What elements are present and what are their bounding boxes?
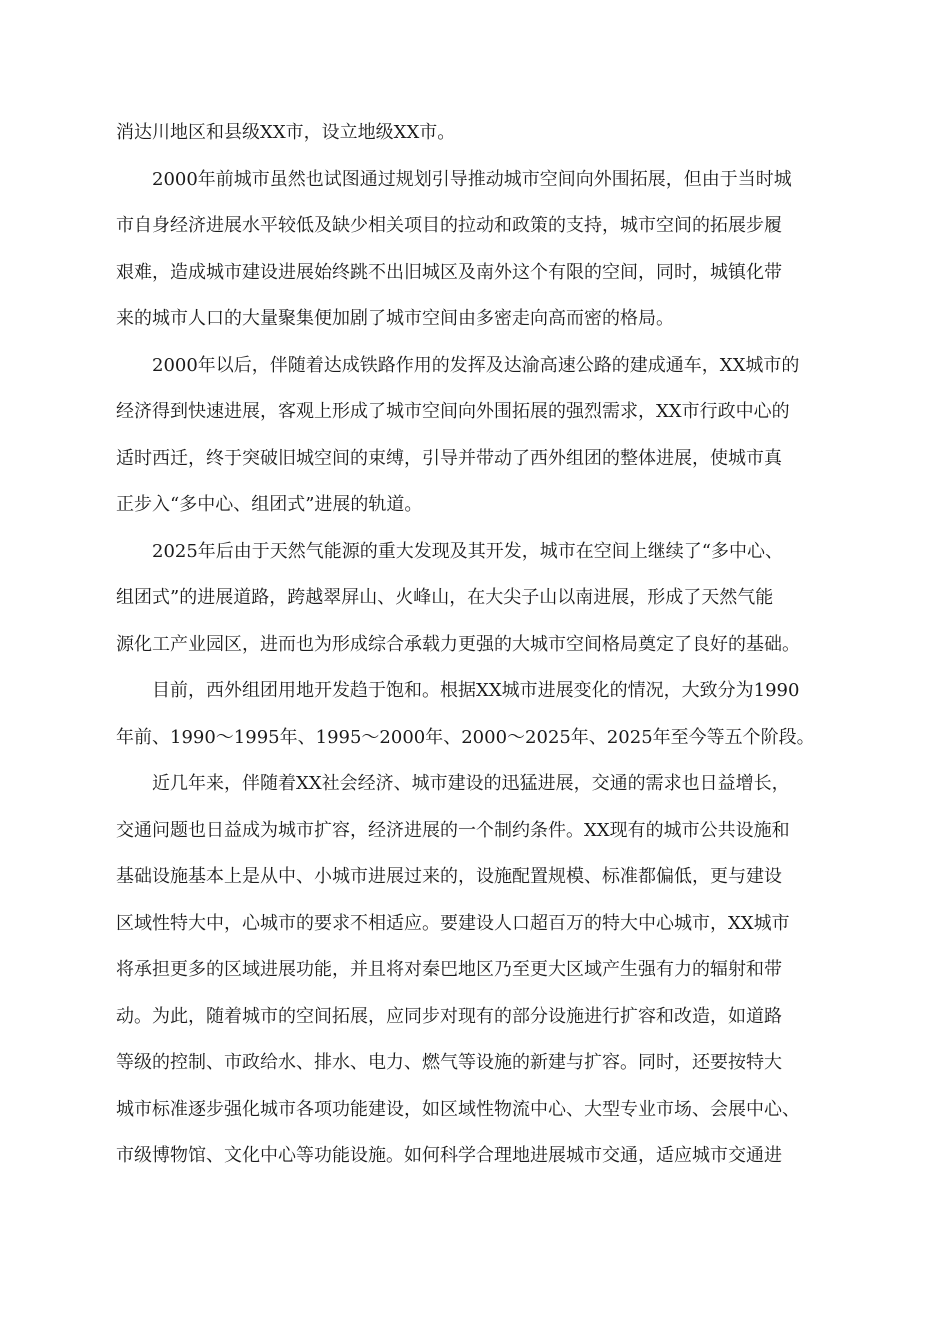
text-line: 正步入“多中心、组团式”进展的轨道。 bbox=[116, 494, 423, 515]
text-line: 动。为此，随着城市的空间拓展，应同步对现有的部分设施进行扩容和改造，如道路 bbox=[116, 1005, 782, 1027]
text-line: 将承担更多的区域进展功能，并且将对秦巴地区乃至更大区域产生强有力的辐射和带 bbox=[116, 959, 782, 980]
text-line: 艰难，造成城市建设进展始终跳不出旧城区及南外这个有限的空间，同时，城镇化带 bbox=[116, 261, 782, 283]
text-line: 经济得到快速进展，客观上形成了城市空间向外围拓展的强烈需求，XX市行政中心的 bbox=[116, 401, 790, 422]
text-line: 来的城市人口的大量聚集便加剧了城市空间由多密走向高而密的格局。 bbox=[116, 308, 674, 329]
text-line: 目前，西外组团用地开发趋于饱和。根据XX城市进展变化的情况，大致分为1990 bbox=[152, 680, 800, 701]
text-line: 市级博物馆、文化中心等功能设施。如何科学合理地进展城市交通，适应城市交通进 bbox=[116, 1145, 782, 1166]
text-line: 市自身经济进展水平较低及缺少相关项目的拉动和政策的支持，城市空间的拓展步履 bbox=[116, 215, 782, 236]
text-line: 2025年后由于天然气能源的重大发现及其开发，城市在空间上继续了“多中心、 bbox=[152, 540, 784, 562]
text-line: 年前、1990～1995年、1995～2000年、2000～2025年、2025年至今等五个阶段。 bbox=[116, 726, 815, 748]
text-line: 等级的控制、市政给水、排水、电力、燃气等设施的新建与扩容。同时，还要按特大 bbox=[116, 1052, 782, 1073]
text-line: 基础设施基本上是从中、小城市进展过来的，设施配置规模、标准都偏低，更与建设 bbox=[116, 866, 782, 887]
text-line: 近几年来，伴随着XX社会经济、城市建设的迅猛进展，交通的需求也日益增长， bbox=[152, 773, 790, 794]
body-text bbox=[116, 110, 856, 1180]
text-line: 区域性特大中，心城市的要求不相适应。要建设人口超百万的特大中心城市，XX城市 bbox=[116, 912, 790, 934]
text-line: 消达川地区和县级XX市，设立地级XX市。 bbox=[116, 122, 456, 143]
text-line: 2000年前城市虽然也试图通过规划引导推动城市空间向外围拓展，但由于当时城 bbox=[152, 168, 792, 190]
text-line: 组团式”的进展道路，跨越翠屏山、火峰山，在大尖子山以南进展，形成了天然气能 bbox=[116, 587, 774, 608]
text-line: 源化工产业园区，进而也为形成综合承载力更强的大城市空间格局奠定了良好的基础。 bbox=[116, 633, 800, 655]
text-line: 2000年以后，伴随着达成铁路作用的发挥及达渝高速公路的建成通车，XX城市的 bbox=[152, 354, 800, 376]
text-line: 适时西迁，终于突破旧城空间的束缚，引导并带动了西外组团的整体进展，使城市真 bbox=[116, 447, 782, 469]
text-line: 交通问题也日益成为城市扩容，经济进展的一个制约条件。XX现有的城市公共设施和 bbox=[116, 819, 790, 841]
text-line: 城市标准逐步强化城市各项功能建设，如区域性物流中心、大型专业市场、会展中心、 bbox=[116, 1098, 800, 1120]
